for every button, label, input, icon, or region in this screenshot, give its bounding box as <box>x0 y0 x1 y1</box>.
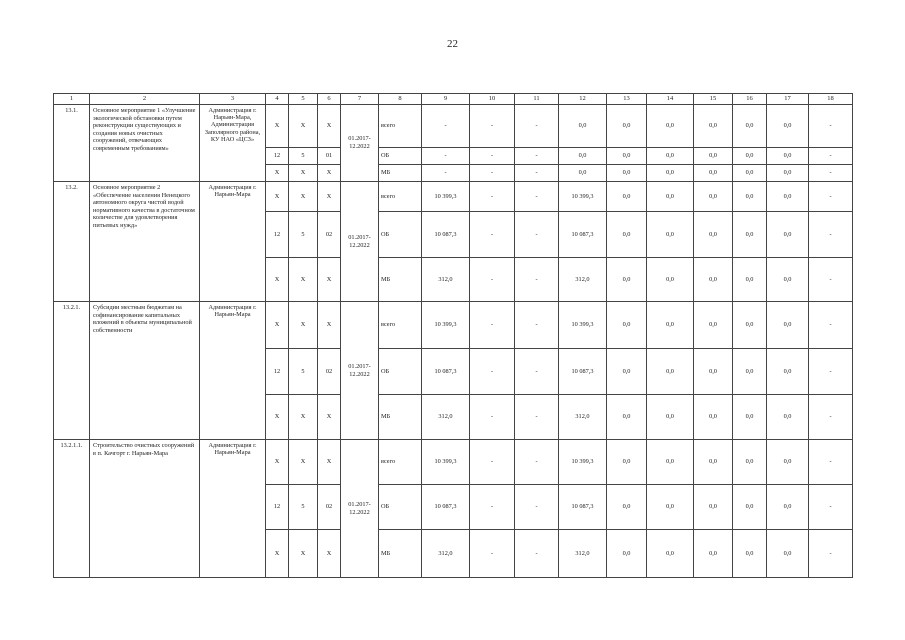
value-cell: 0,0 <box>607 395 647 440</box>
funding-source: всего <box>379 182 422 212</box>
code-cell: X <box>289 302 318 349</box>
value-cell: 0,0 <box>647 182 694 212</box>
value-cell: 0,0 <box>607 349 647 395</box>
value-cell: 0,0 <box>607 105 647 148</box>
funding-source: МБ <box>379 395 422 440</box>
value-cell: - <box>515 349 559 395</box>
code-cell: 5 <box>289 148 318 165</box>
funding-source: МБ <box>379 530 422 578</box>
value-cell: 10 399,3 <box>559 182 607 212</box>
code-cell: X <box>318 258 341 302</box>
value-cell: 0,0 <box>607 302 647 349</box>
value-cell: 0,0 <box>733 349 767 395</box>
value-cell: 312,0 <box>559 530 607 578</box>
value-cell: 0,0 <box>607 165 647 182</box>
funding-source: МБ <box>379 165 422 182</box>
value-cell: 0,0 <box>694 105 733 148</box>
value-cell: 0,0 <box>733 302 767 349</box>
activity-name: Основное мероприятие 2 «Обеспечение населения Ненецкого автономного округа чистой водой нормативного качества в достаточном количестве для удовлетворения питьевых нужд» <box>90 182 200 302</box>
value-cell: 0,0 <box>559 165 607 182</box>
value-cell: - <box>470 485 515 530</box>
value-cell: - <box>470 182 515 212</box>
code-cell: 5 <box>289 212 318 258</box>
executor: Администрация г. Нарьян-Мара <box>200 440 266 578</box>
value-cell: 0,0 <box>767 485 809 530</box>
code-cell: X <box>266 395 289 440</box>
value-cell: 0,0 <box>767 530 809 578</box>
value-cell: 0,0 <box>559 105 607 148</box>
value-cell: 0,0 <box>733 212 767 258</box>
value-cell: 312,0 <box>559 395 607 440</box>
value-cell: - <box>470 302 515 349</box>
value-cell: 10 399,3 <box>559 440 607 485</box>
value-cell: 0,0 <box>694 440 733 485</box>
value-cell: 0,0 <box>647 349 694 395</box>
table-row <box>54 440 853 485</box>
value-cell: 10 087,3 <box>422 349 470 395</box>
code-cell: X <box>289 395 318 440</box>
funding-source: всего <box>379 302 422 349</box>
value-cell: - <box>422 148 470 165</box>
header-cell: 12 <box>559 94 607 105</box>
page-number: 22 <box>447 38 458 50</box>
header-cell: 6 <box>318 94 341 105</box>
code-cell: X <box>318 530 341 578</box>
value-cell: 0,0 <box>767 182 809 212</box>
value-cell: - <box>470 440 515 485</box>
code-cell: 12 <box>266 212 289 258</box>
value-cell: 0,0 <box>767 165 809 182</box>
value-cell: 0,0 <box>767 148 809 165</box>
activity-name: Основное мероприятие 1 «Улучшение экологической обстановки путем реконструкции существующих и создания новых очистных сооружений, отвечающих современным требованиям» <box>90 105 200 182</box>
code-cell: X <box>318 182 341 212</box>
value-cell: 0,0 <box>607 212 647 258</box>
value-cell: - <box>515 440 559 485</box>
value-cell: 10 087,3 <box>559 212 607 258</box>
value-cell: - <box>470 395 515 440</box>
value-cell: - <box>809 302 853 349</box>
header-cell: 14 <box>647 94 694 105</box>
value-cell: 0,0 <box>733 440 767 485</box>
value-cell: 0,0 <box>694 349 733 395</box>
value-cell: 0,0 <box>733 148 767 165</box>
value-cell: 0,0 <box>607 530 647 578</box>
value-cell: 0,0 <box>767 105 809 148</box>
code-cell: 12 <box>266 148 289 165</box>
value-cell: 0,0 <box>647 530 694 578</box>
code-cell: 02 <box>318 349 341 395</box>
value-cell: - <box>470 148 515 165</box>
header-cell: 5 <box>289 94 318 105</box>
header-cell: 1 <box>54 94 90 105</box>
value-cell: - <box>809 349 853 395</box>
value-cell: 0,0 <box>559 148 607 165</box>
value-cell: 0,0 <box>733 258 767 302</box>
funding-source: ОБ <box>379 485 422 530</box>
activity-name: Субсидии местным бюджетам на софинансирование капитальных вложений в объекты муниципальной собственности <box>90 302 200 440</box>
value-cell: 0,0 <box>607 485 647 530</box>
header-cell: 2 <box>90 94 200 105</box>
code-cell: X <box>266 530 289 578</box>
value-cell: 312,0 <box>422 258 470 302</box>
value-cell: 0,0 <box>767 212 809 258</box>
value-cell: 0,0 <box>694 258 733 302</box>
code-cell: 02 <box>318 212 341 258</box>
row-code: 13.2. <box>54 182 90 302</box>
value-cell: - <box>809 105 853 148</box>
code-cell: X <box>289 105 318 148</box>
value-cell: 10 399,3 <box>422 302 470 349</box>
table-row <box>54 182 853 212</box>
value-cell: 0,0 <box>694 485 733 530</box>
value-cell: 0,0 <box>607 440 647 485</box>
header-cell: 13 <box>607 94 647 105</box>
code-cell: X <box>289 182 318 212</box>
funding-source: МБ <box>379 258 422 302</box>
code-cell: X <box>318 165 341 182</box>
value-cell: 0,0 <box>694 212 733 258</box>
executor: Администрация г. Нарьян-Мара <box>200 302 266 440</box>
period-cell: 01.2017-12.2022 <box>341 302 379 440</box>
value-cell: 10 087,3 <box>422 485 470 530</box>
value-cell: - <box>515 182 559 212</box>
code-cell: 01 <box>318 148 341 165</box>
code-cell: 5 <box>289 349 318 395</box>
value-cell: - <box>809 530 853 578</box>
value-cell: 0,0 <box>767 440 809 485</box>
code-cell: 12 <box>266 485 289 530</box>
value-cell: - <box>515 105 559 148</box>
header-cell: 3 <box>200 94 266 105</box>
value-cell: - <box>470 349 515 395</box>
period-cell: 01.2017-12.2022 <box>341 182 379 302</box>
value-cell: 0,0 <box>607 182 647 212</box>
executor: Администрация г. Нарьян-Мара, Администрация Заполярного района, КУ НАО «ЦСЗ» <box>200 105 266 182</box>
value-cell: - <box>515 530 559 578</box>
value-cell: - <box>809 395 853 440</box>
funding-source: ОБ <box>379 148 422 165</box>
code-cell: X <box>318 395 341 440</box>
activity-name: Строительство очистных сооружений в п. Качгорт г. Нарьян-Мара <box>90 440 200 578</box>
code-cell: X <box>318 440 341 485</box>
header-cell: 15 <box>694 94 733 105</box>
code-cell: X <box>266 105 289 148</box>
code-cell: 02 <box>318 485 341 530</box>
value-cell: 0,0 <box>733 485 767 530</box>
header-cell: 8 <box>379 94 422 105</box>
value-cell: - <box>470 212 515 258</box>
value-cell: - <box>470 258 515 302</box>
value-cell: - <box>515 258 559 302</box>
code-cell: X <box>289 440 318 485</box>
value-cell: - <box>422 105 470 148</box>
value-cell: - <box>809 440 853 485</box>
value-cell: - <box>515 395 559 440</box>
value-cell: 0,0 <box>694 165 733 182</box>
value-cell: 0,0 <box>733 105 767 148</box>
header-cell: 11 <box>515 94 559 105</box>
header-cell: 4 <box>266 94 289 105</box>
value-cell: 10 087,3 <box>559 349 607 395</box>
period-cell: 01.2017-12.2022 <box>341 440 379 578</box>
code-cell: X <box>266 182 289 212</box>
value-cell: 312,0 <box>422 530 470 578</box>
funding-source: всего <box>379 105 422 148</box>
code-cell: X <box>266 258 289 302</box>
value-cell: 0,0 <box>767 302 809 349</box>
header-cell: 10 <box>470 94 515 105</box>
value-cell: 0,0 <box>694 530 733 578</box>
value-cell: 0,0 <box>694 302 733 349</box>
funding-source: всего <box>379 440 422 485</box>
row-code: 13.2.1.1. <box>54 440 90 578</box>
value-cell: 0,0 <box>647 148 694 165</box>
value-cell: 0,0 <box>733 395 767 440</box>
value-cell: 0,0 <box>647 165 694 182</box>
header-cell: 9 <box>422 94 470 105</box>
code-cell: X <box>289 165 318 182</box>
executor: Администрация г. Нарьян-Мара <box>200 182 266 302</box>
value-cell: - <box>809 258 853 302</box>
funding-source: ОБ <box>379 349 422 395</box>
value-cell: 0,0 <box>733 165 767 182</box>
value-cell: 0,0 <box>647 485 694 530</box>
value-cell: 10 087,3 <box>559 485 607 530</box>
value-cell: 0,0 <box>647 212 694 258</box>
value-cell: 0,0 <box>767 258 809 302</box>
value-cell: 10 399,3 <box>559 302 607 349</box>
budget-table <box>53 93 853 578</box>
code-cell: X <box>289 258 318 302</box>
value-cell: 0,0 <box>607 148 647 165</box>
code-cell: X <box>318 105 341 148</box>
value-cell: - <box>809 165 853 182</box>
value-cell: 0,0 <box>647 258 694 302</box>
value-cell: - <box>422 165 470 182</box>
header-cell: 7 <box>341 94 379 105</box>
row-code: 13.1. <box>54 105 90 182</box>
value-cell: - <box>470 530 515 578</box>
value-cell: 312,0 <box>559 258 607 302</box>
value-cell: 0,0 <box>767 349 809 395</box>
code-cell: X <box>289 530 318 578</box>
value-cell: - <box>809 182 853 212</box>
value-cell: 0,0 <box>767 395 809 440</box>
value-cell: 0,0 <box>647 440 694 485</box>
code-cell: 12 <box>266 349 289 395</box>
code-cell: X <box>266 440 289 485</box>
code-cell: X <box>266 165 289 182</box>
value-cell: - <box>809 148 853 165</box>
funding-source: ОБ <box>379 212 422 258</box>
value-cell: - <box>809 212 853 258</box>
value-cell: 312,0 <box>422 395 470 440</box>
value-cell: - <box>515 165 559 182</box>
value-cell: 0,0 <box>694 182 733 212</box>
table-row <box>54 302 853 349</box>
value-cell: - <box>515 302 559 349</box>
table-row <box>54 105 853 148</box>
header-cell: 16 <box>733 94 767 105</box>
header-row <box>54 94 853 105</box>
value-cell: 0,0 <box>647 302 694 349</box>
value-cell: - <box>470 105 515 148</box>
value-cell: 0,0 <box>647 105 694 148</box>
value-cell: 0,0 <box>694 148 733 165</box>
code-cell: X <box>318 302 341 349</box>
value-cell: - <box>470 165 515 182</box>
value-cell: 10 399,3 <box>422 440 470 485</box>
period-cell: 01.2017-12.2022 <box>341 105 379 182</box>
value-cell: 0,0 <box>733 182 767 212</box>
value-cell: 0,0 <box>733 530 767 578</box>
code-cell: 5 <box>289 485 318 530</box>
value-cell: 0,0 <box>607 258 647 302</box>
row-code: 13.2.1. <box>54 302 90 440</box>
value-cell: 10 399,3 <box>422 182 470 212</box>
value-cell: 0,0 <box>647 395 694 440</box>
header-cell: 18 <box>809 94 853 105</box>
code-cell: X <box>266 302 289 349</box>
value-cell: - <box>809 485 853 530</box>
header-cell: 17 <box>767 94 809 105</box>
value-cell: 0,0 <box>694 395 733 440</box>
value-cell: - <box>515 148 559 165</box>
value-cell: - <box>515 212 559 258</box>
value-cell: 10 087,3 <box>422 212 470 258</box>
value-cell: - <box>515 485 559 530</box>
